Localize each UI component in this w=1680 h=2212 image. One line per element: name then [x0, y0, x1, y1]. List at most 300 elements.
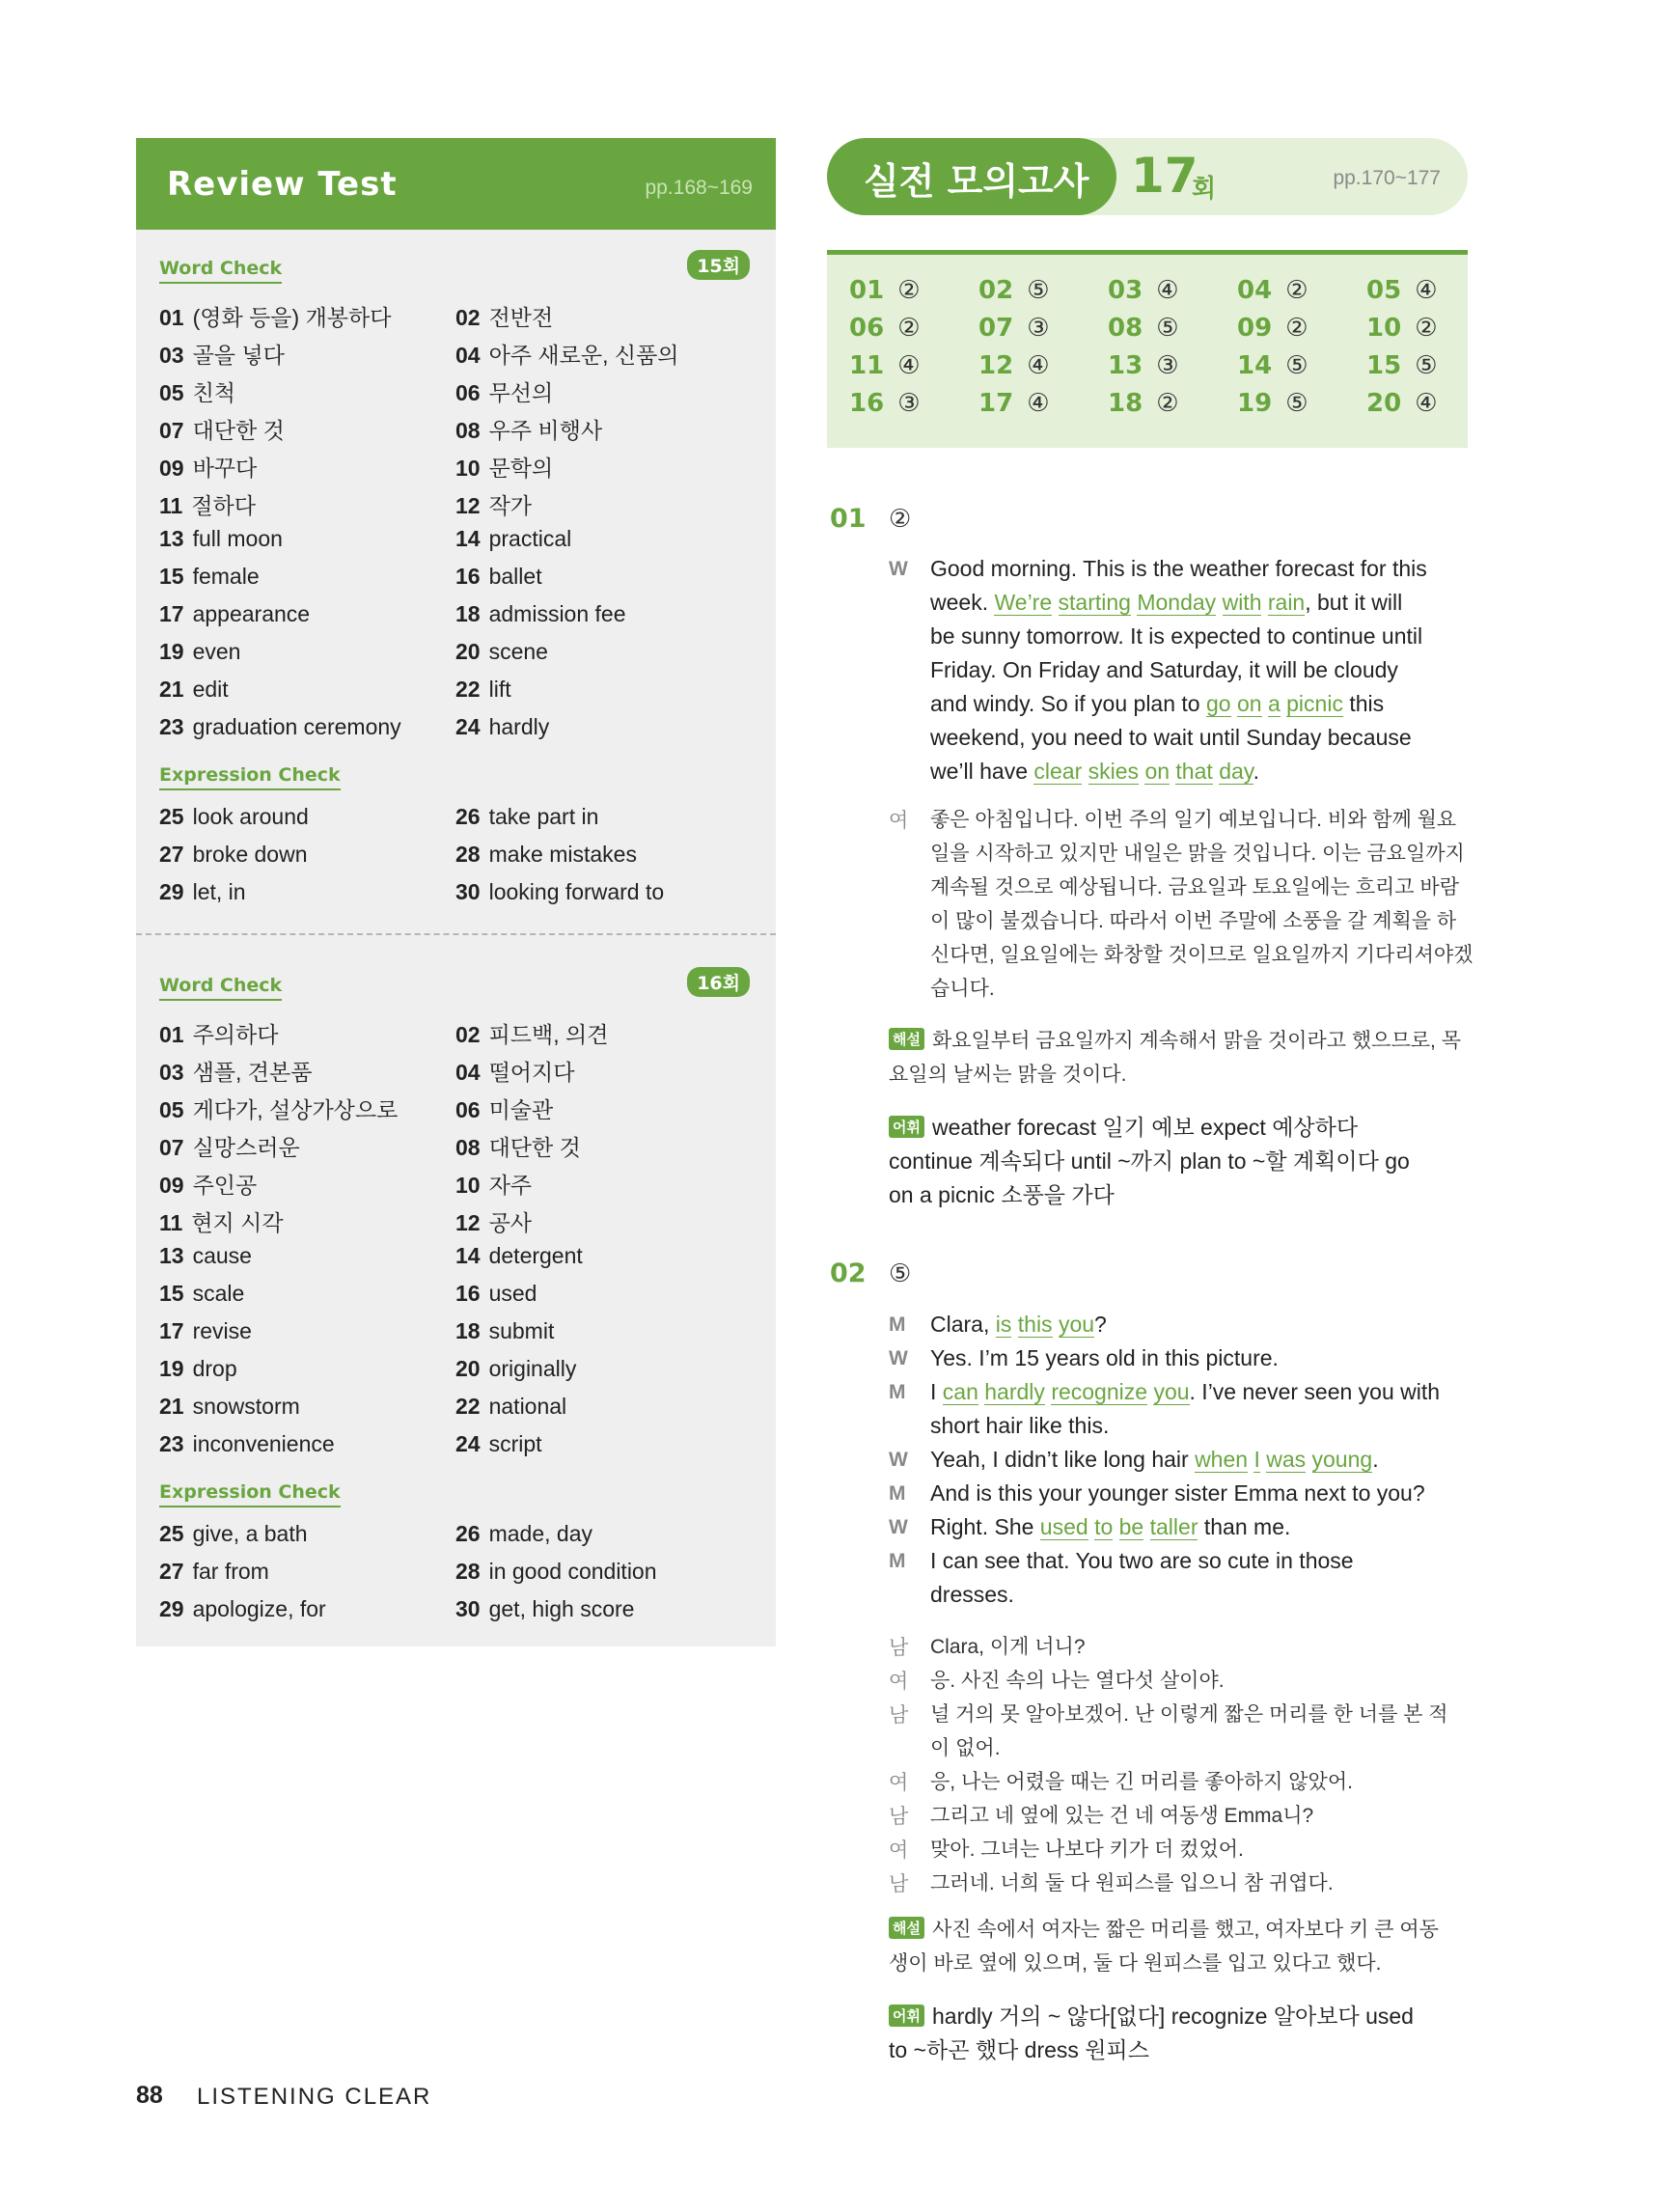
- answer-key-item: [1366, 314, 1438, 343]
- vocab-line: 어휘 hardly 거의 ~ 않다[없다] recognize 알아보다 used: [889, 1999, 1414, 2031]
- item-text: 전반전: [488, 305, 554, 330]
- check-item: [455, 451, 553, 483]
- item-text: ballet: [488, 564, 542, 589]
- explanation-line: 요일의 날씨는 맑을 것이다.: [889, 1064, 1127, 1086]
- item-number: 15: [159, 1281, 184, 1306]
- item-number: 12: [455, 493, 481, 518]
- item-number: 01: [159, 305, 184, 330]
- translation-line: Clara, 이게 너니?: [930, 1636, 1086, 1658]
- item-number: 19: [159, 1356, 184, 1381]
- item-text: get, high score: [488, 1596, 635, 1621]
- book-title: LISTENING CLEAR: [197, 2084, 432, 2110]
- check-item: [455, 1318, 554, 1344]
- check-item: [455, 1017, 608, 1049]
- item-text: take part in: [488, 804, 599, 829]
- item-text: 실망스러운: [192, 1135, 300, 1160]
- item-text: 골을 넣다: [192, 343, 285, 368]
- item-text: 피드백, 의견: [488, 1022, 609, 1047]
- check-item: [455, 564, 542, 590]
- script-line: short hair like this.: [930, 1413, 1110, 1438]
- answer-key-choice: ④: [897, 351, 921, 380]
- answer-key-number: 06: [849, 314, 885, 343]
- explanation-tag: 해설: [889, 1917, 924, 1939]
- explanation-tag: 해설: [889, 1028, 924, 1050]
- item-text: 주인공: [192, 1173, 258, 1198]
- script-line: Yes. I’m 15 years old in this picture.: [930, 1345, 1279, 1370]
- check-item: [455, 488, 532, 520]
- item-number: 28: [455, 842, 481, 867]
- check-item: [159, 1130, 300, 1162]
- script-line: I can see that. You two are so cute in those: [930, 1548, 1354, 1573]
- item-number: 25: [159, 1521, 184, 1546]
- test-pages: pp.170~177: [1333, 167, 1441, 189]
- item-text: 친척: [192, 380, 236, 405]
- item-text: let, in: [192, 879, 246, 904]
- item-text: 떨어지다: [488, 1060, 575, 1085]
- translation-line: 그러네. 너희 둘 다 원피스를 입으니 참 귀엽다.: [930, 1872, 1334, 1894]
- item-text: 샘플, 견본품: [192, 1060, 313, 1085]
- word-check-label: Word Check: [159, 258, 282, 284]
- item-text: practical: [488, 526, 572, 551]
- check-item: [159, 1092, 398, 1124]
- check-item: [455, 1243, 583, 1269]
- item-text: 대단한 것: [192, 418, 285, 443]
- check-item: [455, 1596, 634, 1622]
- answer-key-choice: ⑤: [1285, 351, 1308, 380]
- check-item: [455, 1092, 553, 1124]
- check-item: [159, 413, 285, 445]
- expression-check-label: Expression Check: [159, 1481, 341, 1507]
- item-number: 21: [159, 1394, 184, 1419]
- item-number: 24: [455, 714, 481, 739]
- item-number: 25: [159, 804, 184, 829]
- answer-key-number: 04: [1237, 276, 1273, 305]
- item-number: 14: [455, 526, 481, 551]
- answer-key-choice: ②: [1415, 314, 1438, 343]
- answer-key-choice: ③: [1027, 314, 1050, 343]
- item-text: inconvenience: [192, 1431, 335, 1456]
- answer-key-item: [978, 351, 1050, 380]
- check-item: [455, 1431, 542, 1457]
- answer-key-item: [1237, 276, 1308, 305]
- vocab-line: on a picnic 소풍을 가다: [889, 1182, 1115, 1207]
- script-line: Clara, is this you?: [930, 1312, 1107, 1337]
- speaker-label: W: [889, 1516, 908, 1538]
- item-text: in good condition: [488, 1559, 657, 1584]
- check-item: [455, 413, 602, 445]
- question-answer: ⑤: [889, 1258, 912, 1287]
- speaker-label-ko: 남: [889, 1873, 909, 1895]
- speaker-label-ko: 남: [889, 1806, 909, 1828]
- speaker-label-ko: 여: [889, 810, 909, 832]
- answer-key-number: 07: [978, 314, 1014, 343]
- item-number: 07: [159, 1135, 184, 1160]
- item-number: 15: [159, 564, 184, 589]
- answer-key-choice: ⑤: [1415, 351, 1438, 380]
- answer-key-number: 20: [1366, 389, 1402, 418]
- item-text: 무선의: [488, 380, 554, 405]
- check-item: [455, 804, 598, 830]
- answer-key-number: 17: [978, 389, 1014, 418]
- item-text: 작가: [488, 493, 533, 518]
- answer-key-item: [1108, 276, 1179, 305]
- item-text: 주의하다: [192, 1022, 279, 1047]
- translation-line: 그리고 네 옆에 있는 건 네 여동생 Emma니?: [930, 1805, 1314, 1827]
- answer-key-item: [1108, 314, 1179, 343]
- item-number: 05: [159, 1097, 184, 1122]
- answer-key-item: [1237, 351, 1308, 380]
- item-text: give, a bath: [192, 1521, 308, 1546]
- translation-line: 응, 나는 어렸을 때는 긴 머리를 좋아하지 않았어.: [930, 1771, 1353, 1793]
- answer-key-item: [849, 389, 921, 418]
- review-test-pages: pp.168~169: [645, 177, 753, 199]
- answer-key-choice: ②: [1156, 389, 1179, 418]
- item-text: even: [192, 639, 241, 664]
- answer-key-number: 10: [1366, 314, 1402, 343]
- speaker-label-ko: 남: [889, 1637, 909, 1659]
- item-text: (영화 등을) 개봉하다: [192, 305, 392, 330]
- item-number: 30: [455, 879, 481, 904]
- item-number: 18: [455, 601, 481, 626]
- answer-key-choice: ④: [1156, 276, 1179, 305]
- answer-key-number: 02: [978, 276, 1014, 305]
- vocab-line: to ~하곤 했다 dress 원피스: [889, 2037, 1149, 2062]
- item-text: 아주 새로운, 신품의: [488, 343, 679, 368]
- test-title: 실전 모의고사: [864, 160, 1089, 203]
- speaker-label: W: [889, 1449, 908, 1471]
- answer-key-item: [978, 276, 1050, 305]
- item-text: full moon: [192, 526, 283, 551]
- answer-key-item: [1237, 389, 1308, 418]
- check-item: [159, 804, 309, 830]
- item-text: appearance: [192, 601, 311, 626]
- translation-line: 응. 사진 속의 나는 열다섯 살이야.: [930, 1670, 1225, 1692]
- item-text: hardly: [488, 714, 550, 739]
- item-text: made, day: [488, 1521, 592, 1546]
- check-item: [159, 677, 229, 703]
- item-number: 24: [455, 1431, 481, 1456]
- answer-key-number: 09: [1237, 314, 1273, 343]
- item-number: 06: [455, 380, 481, 405]
- speaker-label: M: [889, 1550, 906, 1572]
- item-number: 18: [455, 1318, 481, 1343]
- review-test-header: [136, 138, 776, 230]
- item-text: used: [488, 1281, 537, 1306]
- answer-key-choice: ⑤: [1027, 276, 1050, 305]
- check-item: [159, 879, 246, 905]
- item-number: 17: [159, 601, 184, 626]
- item-number: 16: [455, 564, 481, 589]
- check-item: [159, 1243, 252, 1269]
- check-item: [159, 1431, 335, 1457]
- item-number: 02: [455, 305, 481, 330]
- item-number: 20: [455, 1356, 481, 1381]
- answer-key-choice: ④: [1415, 276, 1438, 305]
- check-item: [455, 338, 679, 370]
- review-test-title: Review Test: [167, 165, 398, 204]
- script-line: weekend, you need to wait until Sunday because: [930, 725, 1412, 750]
- item-number: 22: [455, 1394, 481, 1419]
- question-answer: ②: [889, 504, 912, 533]
- explanation-line: 해설 화요일부터 금요일까지 계속해서 맑을 것이라고 했으므로, 목: [889, 1025, 1461, 1054]
- script-line: Right. She used to be taller than me.: [930, 1514, 1291, 1539]
- item-text: broke down: [192, 842, 308, 867]
- answer-key-item: [849, 276, 921, 305]
- speaker-label: W: [889, 558, 908, 580]
- answer-key-number: 15: [1366, 351, 1402, 380]
- vocab-tag: 어휘: [889, 1116, 924, 1138]
- script-line: Yeah, I didn’t like long hair when I was young.: [930, 1447, 1379, 1472]
- check-item: [159, 300, 391, 332]
- item-number: 29: [159, 1596, 184, 1621]
- item-number: 28: [455, 1559, 481, 1584]
- item-text: female: [192, 564, 260, 589]
- item-text: 대단한 것: [488, 1135, 581, 1160]
- item-number: 27: [159, 1559, 184, 1584]
- item-text: drop: [192, 1356, 237, 1381]
- check-item: [455, 1168, 532, 1200]
- item-number: 01: [159, 1022, 184, 1047]
- check-item: [159, 1356, 237, 1382]
- test-number: 17: [1131, 148, 1198, 204]
- check-item: [455, 526, 571, 552]
- test-title-pill: [827, 138, 1116, 215]
- translation-line: 신다면, 일요일에는 화창할 것이므로 일요일까지 기다리셔야겠: [930, 944, 1473, 966]
- answer-key-choice: ⑤: [1156, 314, 1179, 343]
- item-text: edit: [192, 677, 229, 702]
- test-banner: [827, 138, 1468, 215]
- answer-key-item: [1366, 389, 1438, 418]
- answer-key-choice: ④: [1415, 389, 1438, 418]
- translation-line: 좋은 아침입니다. 이번 주의 일기 예보입니다. 비와 함께 월요: [930, 809, 1457, 831]
- answer-key-item: [978, 314, 1050, 343]
- check-item: [455, 1130, 581, 1162]
- check-item: [455, 677, 511, 703]
- item-text: 공사: [488, 1210, 533, 1235]
- translation-line: 이 많이 불겠습니다. 따라서 이번 주말에 소풍을 갈 계획을 하: [930, 910, 1457, 932]
- check-item: [455, 714, 549, 740]
- check-item: [159, 375, 235, 407]
- item-text: 절하다: [191, 493, 256, 518]
- check-item: [159, 451, 257, 483]
- check-item: [455, 300, 553, 332]
- vocab-tag: 어휘: [889, 2005, 924, 2027]
- script-line: be sunny tomorrow. It is expected to continue until: [930, 623, 1423, 649]
- item-number: 09: [159, 456, 184, 481]
- speaker-label-ko: 남: [889, 1704, 909, 1727]
- check-item: [455, 1205, 532, 1237]
- answer-key-item: [1366, 351, 1438, 380]
- translation-line: 습니다.: [930, 978, 995, 1000]
- item-text: admission fee: [488, 601, 626, 626]
- word-check-label: Word Check: [159, 975, 282, 1001]
- answer-key-choice: ④: [1027, 389, 1050, 418]
- speaker-label-ko: 여: [889, 1839, 909, 1862]
- check-item: [159, 1281, 244, 1307]
- answer-key-number: 18: [1108, 389, 1143, 418]
- item-number: 03: [159, 343, 184, 368]
- round-badge-15: 15회: [687, 250, 750, 280]
- script-line: Friday. On Friday and Saturday, it will be cloudy: [930, 657, 1398, 682]
- item-text: submit: [488, 1318, 555, 1343]
- item-number: 26: [455, 804, 481, 829]
- answer-key-number: 01: [849, 276, 885, 305]
- answer-key-item: [1108, 389, 1179, 418]
- translation-line: 일을 시작하고 있지만 내일은 맑을 것입니다. 이는 금요일까지: [930, 843, 1465, 865]
- answer-key-choice: ②: [897, 276, 921, 305]
- item-number: 20: [455, 639, 481, 664]
- explanation-line: 해설 사진 속에서 여자는 짧은 머리를 했고, 여자보다 키 큰 여동: [889, 1914, 1439, 1943]
- item-number: 10: [455, 1173, 481, 1198]
- check-item: [159, 842, 308, 868]
- speaker-label: M: [889, 1482, 906, 1505]
- check-item: [455, 1394, 566, 1420]
- script-line: dresses.: [930, 1582, 1014, 1607]
- expression-check-label: Expression Check: [159, 764, 341, 790]
- check-item: [159, 639, 240, 665]
- item-number: 23: [159, 714, 184, 739]
- answer-key-number: 12: [978, 351, 1014, 380]
- review-test-panel: [136, 138, 776, 1646]
- script-line: we’ll have clear skies on that day.: [930, 759, 1259, 784]
- item-text: lift: [488, 677, 511, 702]
- item-number: 07: [159, 418, 184, 443]
- vocab-line: 어휘 weather forecast 일기 예보 expect 예상하다: [889, 1110, 1358, 1142]
- item-number: 17: [159, 1318, 184, 1343]
- script-line: And is this your younger sister Emma next to you?: [930, 1480, 1425, 1506]
- answer-key-item: [1108, 351, 1179, 380]
- check-item: [159, 601, 310, 627]
- answer-key-choice: ②: [1285, 276, 1308, 305]
- check-item: [455, 1521, 592, 1547]
- answer-key-choice: ②: [1285, 314, 1308, 343]
- answer-key-choice: ⑤: [1285, 389, 1308, 418]
- answer-key-number: 03: [1108, 276, 1143, 305]
- item-number: 19: [159, 639, 184, 664]
- item-text: revise: [192, 1318, 252, 1343]
- answer-key-number: 19: [1237, 389, 1273, 418]
- translation-line: 계속될 것으로 예상됩니다. 금요일과 토요일에는 흐리고 바람: [930, 876, 1459, 899]
- round-badge-16: 16회: [687, 967, 750, 997]
- check-item: [455, 1281, 537, 1307]
- item-text: 게다가, 설상가상으로: [192, 1097, 399, 1122]
- speaker-label-ko: 여: [889, 1772, 909, 1794]
- item-number: 02: [455, 1022, 481, 1047]
- item-number: 10: [455, 456, 481, 481]
- check-item: [159, 526, 283, 552]
- item-number: 08: [455, 1135, 481, 1160]
- check-item: [455, 1559, 657, 1585]
- script-line: week. We’re starting Monday with rain, but it will: [930, 590, 1403, 615]
- item-number: 08: [455, 418, 481, 443]
- translation-line: 널 거의 못 알아보겠어. 난 이렇게 짧은 머리를 한 너를 본 적: [930, 1703, 1448, 1726]
- check-item: [159, 714, 401, 740]
- answer-key-table: [827, 250, 1468, 448]
- item-number: 22: [455, 677, 481, 702]
- check-item: [159, 1205, 284, 1237]
- item-number: 12: [455, 1210, 481, 1235]
- check-item: [159, 1168, 257, 1200]
- item-text: national: [488, 1394, 567, 1419]
- check-item: [455, 842, 637, 868]
- test-round-suffix: 회: [1192, 175, 1217, 204]
- item-text: snowstorm: [192, 1394, 300, 1419]
- item-text: 현지 시각: [191, 1210, 284, 1235]
- check-item: [159, 1017, 278, 1049]
- script-line: Good morning. This is the weather forecast for this: [930, 556, 1427, 581]
- item-text: 미술관: [488, 1097, 554, 1122]
- item-number: 11: [159, 1210, 183, 1235]
- check-item: [159, 564, 260, 590]
- item-text: script: [488, 1431, 542, 1456]
- question-number: 02: [830, 1258, 867, 1288]
- speaker-label-ko: 여: [889, 1671, 909, 1693]
- section-divider: [136, 933, 776, 935]
- item-text: apologize, for: [192, 1596, 326, 1621]
- script-line: I can hardly recognize you. I’ve never seen you with: [930, 1379, 1441, 1404]
- item-number: 21: [159, 677, 184, 702]
- answer-key-item: [849, 351, 921, 380]
- item-number: 06: [455, 1097, 481, 1122]
- answer-key-number: 11: [849, 351, 885, 380]
- speaker-label: M: [889, 1313, 906, 1336]
- item-number: 05: [159, 380, 184, 405]
- answer-key-number: 05: [1366, 276, 1402, 305]
- check-item: [159, 1318, 252, 1344]
- page-number: 88: [136, 2082, 163, 2109]
- item-text: 문학의: [488, 456, 554, 481]
- check-item: [159, 1394, 300, 1420]
- check-item: [455, 601, 626, 627]
- item-number: 27: [159, 842, 184, 867]
- item-text: 자주: [488, 1173, 533, 1198]
- answer-key-number: 14: [1237, 351, 1273, 380]
- question-number: 01: [830, 504, 867, 534]
- speaker-label: W: [889, 1347, 908, 1369]
- check-item: [159, 488, 256, 520]
- script-line: and windy. So if you plan to go on a picnic this: [930, 691, 1385, 716]
- item-text: scale: [192, 1281, 245, 1306]
- check-item: [159, 1055, 312, 1087]
- check-item: [159, 1521, 308, 1547]
- item-number: 16: [455, 1281, 481, 1306]
- item-text: originally: [488, 1356, 577, 1381]
- item-number: 11: [159, 493, 183, 518]
- check-item: [455, 639, 548, 665]
- answer-key-item: [978, 389, 1050, 418]
- item-number: 26: [455, 1521, 481, 1546]
- check-item: [159, 1596, 326, 1622]
- answer-key-number: 08: [1108, 314, 1143, 343]
- item-number: 09: [159, 1173, 184, 1198]
- check-item: [159, 338, 285, 370]
- check-item: [455, 879, 664, 905]
- check-item: [455, 375, 553, 407]
- answer-key-number: 13: [1108, 351, 1143, 380]
- translation-line: 이 없어.: [930, 1737, 1001, 1759]
- answer-key-choice: ②: [897, 314, 921, 343]
- item-number: 29: [159, 879, 184, 904]
- answer-key-item: [1237, 314, 1308, 343]
- explanation-line: 생이 바로 옆에 있으며, 둘 다 원피스를 입고 있다고 했다.: [889, 1952, 1382, 1975]
- item-number: 14: [455, 1243, 481, 1268]
- translation-line: 맞아. 그녀는 나보다 키가 더 컸었어.: [930, 1839, 1244, 1861]
- item-text: looking forward to: [488, 879, 665, 904]
- item-text: far from: [192, 1559, 269, 1584]
- answer-key-item: [1366, 276, 1438, 305]
- item-number: 03: [159, 1060, 184, 1085]
- item-text: scene: [488, 639, 548, 664]
